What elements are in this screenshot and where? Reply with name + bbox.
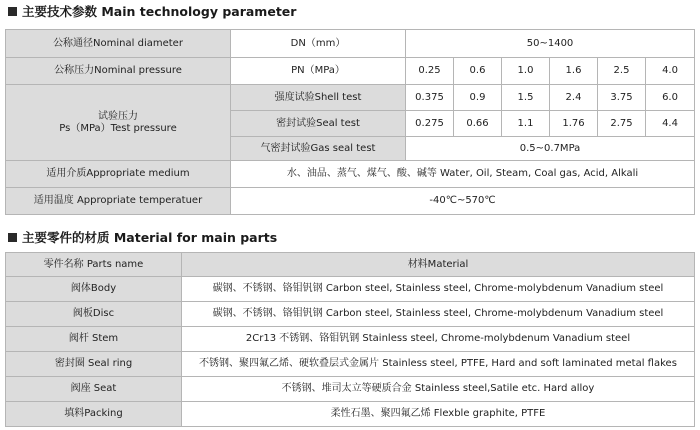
shell-test-value: 2.4 xyxy=(550,85,598,111)
test-pressure-label-cn: 试验压力 xyxy=(98,110,138,122)
technology-parameter-table xyxy=(5,29,695,215)
test-pressure-label-en: Ps（MPa）Test pressure xyxy=(59,122,177,134)
row-temperature xyxy=(6,188,695,215)
seal-test-value: 2.75 xyxy=(598,111,646,137)
medium-label: 适用介质Appropriate medium xyxy=(6,161,231,188)
table-row xyxy=(6,352,695,377)
shell-test-value: 0.375 xyxy=(406,85,454,111)
pn-value: 4.0 xyxy=(646,58,695,85)
part-name: 阀座 Seat xyxy=(6,377,182,402)
row-nominal-pressure xyxy=(6,58,695,85)
part-name: 填料Packing xyxy=(6,402,182,427)
temperature-value: -40℃~570℃ xyxy=(231,188,695,215)
part-material: 碳钢、不锈钢、铬钼钒钢 Carbon steel, Stainless steel, Chrome-molybdenum Vanadium steel xyxy=(182,302,695,327)
table-row xyxy=(6,327,695,352)
pn-value: 1.0 xyxy=(502,58,550,85)
header-part-name: 零件名称 Parts name xyxy=(6,253,182,277)
section-title-text: 主要零件的材质 Material for main parts xyxy=(22,230,278,245)
section-title-text: 主要技术参数 Main technology parameter xyxy=(22,4,297,19)
gas-seal-test-label: 气密封试验Gas seal test xyxy=(231,137,406,161)
seal-test-value: 0.66 xyxy=(454,111,502,137)
seal-test-value: 4.4 xyxy=(646,111,695,137)
pn-value: 1.6 xyxy=(550,58,598,85)
material-table-header xyxy=(6,253,695,277)
material-table xyxy=(5,252,695,427)
nominal-pressure-label: 公称压力Nominal pressure xyxy=(6,58,231,85)
table-row xyxy=(6,402,695,427)
part-material: 不锈钢、堆司太立等硬质合金 Stainless steel,Satile etc. Hard alloy xyxy=(182,377,695,402)
seal-test-value: 0.275 xyxy=(406,111,454,137)
nominal-diameter-label: 公称通径Nominal diameter xyxy=(6,30,231,58)
row-shell-test xyxy=(6,85,695,111)
seal-test-label: 密封试验Seal test xyxy=(231,111,406,137)
nominal-diameter-value: 50~1400 xyxy=(406,30,695,58)
part-name: 阀杆 Stem xyxy=(6,327,182,352)
part-name: 阀板Disc xyxy=(6,302,182,327)
table-row xyxy=(6,302,695,327)
nominal-pressure-param: PN（MPa） xyxy=(231,58,406,85)
table-row xyxy=(6,377,695,402)
shell-test-value: 3.75 xyxy=(598,85,646,111)
part-name: 密封圈 Seal ring xyxy=(6,352,182,377)
row-medium xyxy=(6,161,695,188)
row-nominal-diameter xyxy=(6,30,695,58)
nominal-diameter-param: DN（mm） xyxy=(231,30,406,58)
pn-value: 0.6 xyxy=(454,58,502,85)
section-title-materials xyxy=(6,228,277,246)
seal-test-value: 1.76 xyxy=(550,111,598,137)
part-material: 2Cr13 不锈钢、铬钼钒钢 Stainless steel, Chrome-molybdenum Vanadium steel xyxy=(182,327,695,352)
shell-test-value: 1.5 xyxy=(502,85,550,111)
seal-test-value: 1.1 xyxy=(502,111,550,137)
pn-value: 2.5 xyxy=(598,58,646,85)
table-row xyxy=(6,277,695,302)
part-name: 阀体Body xyxy=(6,277,182,302)
part-material: 柔性石墨、聚四氟乙烯 Flexble graphite, PTFE xyxy=(182,402,695,427)
header-material: 材料Material xyxy=(182,253,695,277)
section-title-technology xyxy=(6,2,296,20)
test-pressure-label xyxy=(6,85,231,161)
temperature-label: 适用温度 Appropriate temperatuer xyxy=(6,188,231,215)
shell-test-value: 0.9 xyxy=(454,85,502,111)
pn-value: 0.25 xyxy=(406,58,454,85)
square-bullet-icon xyxy=(8,233,17,242)
square-bullet-icon xyxy=(8,7,17,16)
part-material: 不锈钢、聚四氟乙烯、硬软叠层式金属片 Stainless steel, PTFE, Hard and soft laminated metal flakes xyxy=(182,352,695,377)
shell-test-label: 强度试验Shell test xyxy=(231,85,406,111)
part-material: 碳钢、不锈钢、铬钼钒钢 Carbon steel, Stainless steel, Chrome-molybdenum Vanadium steel xyxy=(182,277,695,302)
medium-value: 水、油品、蒸气、煤气、酸、碱等 Water, Oil, Steam, Coal gas, Acid, Alkali xyxy=(231,161,695,188)
gas-seal-test-value: 0.5~0.7MPa xyxy=(406,137,695,161)
shell-test-value: 6.0 xyxy=(646,85,695,111)
